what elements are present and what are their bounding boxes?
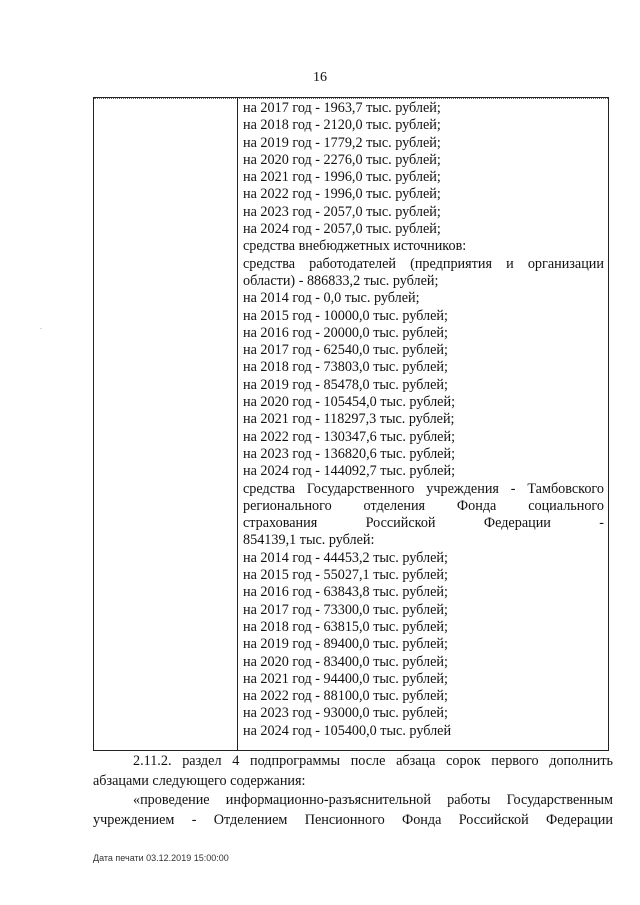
quoted-paragraph: «проведение информационно-разъяснительной работы Государственным учреждением - Отделением Пенсионного Фонда Российской Федерации [93,792,613,828]
funding-line: на 2023 год - 93000,0 тыс. рублей; [243,705,448,722]
funding-line: средства работодателей (предприятия и организации [243,255,604,272]
funding-line: на 2021 год - 118297,3 тыс. рублей; [243,411,455,428]
funding-line: на 2017 год - 1963,7 тыс. рублей; [243,100,441,116]
funding-line: на 2018 год - 73803,0 тыс. рублей; [243,359,448,376]
funding-line: на 2021 год - 94400,0 тыс. рублей; [243,670,448,687]
body-text [93,752,613,830]
funding-line: регионального отделения Фонда социального [243,497,604,514]
funding-line: на 2021 год - 1996,0 тыс. рублей; [243,169,441,186]
funding-line: на 2015 год - 10000,0 тыс. рублей; [243,307,448,324]
funding-line: на 2019 год - 89400,0 тыс. рублей; [243,636,448,653]
funding-line: на 2024 год - 105400,0 тыс. рублей [243,722,452,739]
funding-line: на 2017 год - 73300,0 тыс. рублей; [243,601,448,618]
funding-line: 854139,1 тыс. рублей: [243,532,375,549]
amendment-paragraph: 2.11.2. раздел 4 подпрограммы после абзаца сорок первого дополнить абзацами следующего содержания: [93,753,613,789]
funding-line: на 2014 год - 0,0 тыс. рублей; [243,290,420,307]
table-top-dotted-line [94,98,608,99]
funding-line: страхования Российской Федерации - [243,515,604,532]
table-column-divider [237,98,238,750]
print-date-footer: Дата печати 03.12.2019 15:00:00 [93,853,229,863]
funding-line: на 2018 год - 2120,0 тыс. рублей; [243,117,441,134]
funding-line: на 2022 год - 130347,6 тыс. рублей; [243,428,456,445]
funding-line: средства Государственного учреждения - Тамбовского [243,480,604,497]
funding-line: на 2020 год - 83400,0 тыс. рублей; [243,653,448,670]
funding-line: на 2016 год - 20000,0 тыс. рублей; [243,324,448,341]
funding-line: на 2024 год - 2057,0 тыс. рублей; [243,221,441,238]
margin-mark: . [40,322,42,331]
page-number: 16 [313,70,327,85]
funding-line: на 2015 год - 55027,1 тыс. рублей; [243,567,448,584]
funding-line: на 2017 год - 62540,0 тыс. рублей; [243,342,448,359]
funding-line: на 2024 год - 144092,7 тыс. рублей; [243,463,456,480]
funding-line: на 2022 год - 88100,0 тыс. рублей; [243,688,448,705]
funding-line: средства внебюджетных источников: [243,238,467,255]
funding-line: на 2022 год - 1996,0 тыс. рублей; [243,186,441,203]
funding-line: на 2016 год - 63843,8 тыс. рублей; [243,584,448,601]
funding-cell [243,100,604,740]
funding-line: на 2014 год - 44453,2 тыс. рублей; [243,549,448,566]
funding-line: на 2019 год - 85478,0 тыс. рублей; [243,376,448,393]
funding-line: на 2018 год - 63815,0 тыс. рублей; [243,618,448,635]
funding-line: на 2020 год - 105454,0 тыс. рублей; [243,394,456,411]
funding-line: на 2020 год - 2276,0 тыс. рублей; [243,151,441,168]
funding-table [93,97,609,751]
funding-line: на 2023 год - 136820,6 тыс. рублей; [243,445,456,462]
funding-line: на 2019 год - 1779,2 тыс. рублей; [243,134,441,151]
funding-line: на 2023 год - 2057,0 тыс. рублей; [243,203,441,220]
funding-line: области) - 886833,2 тыс. рублей; [243,272,439,289]
